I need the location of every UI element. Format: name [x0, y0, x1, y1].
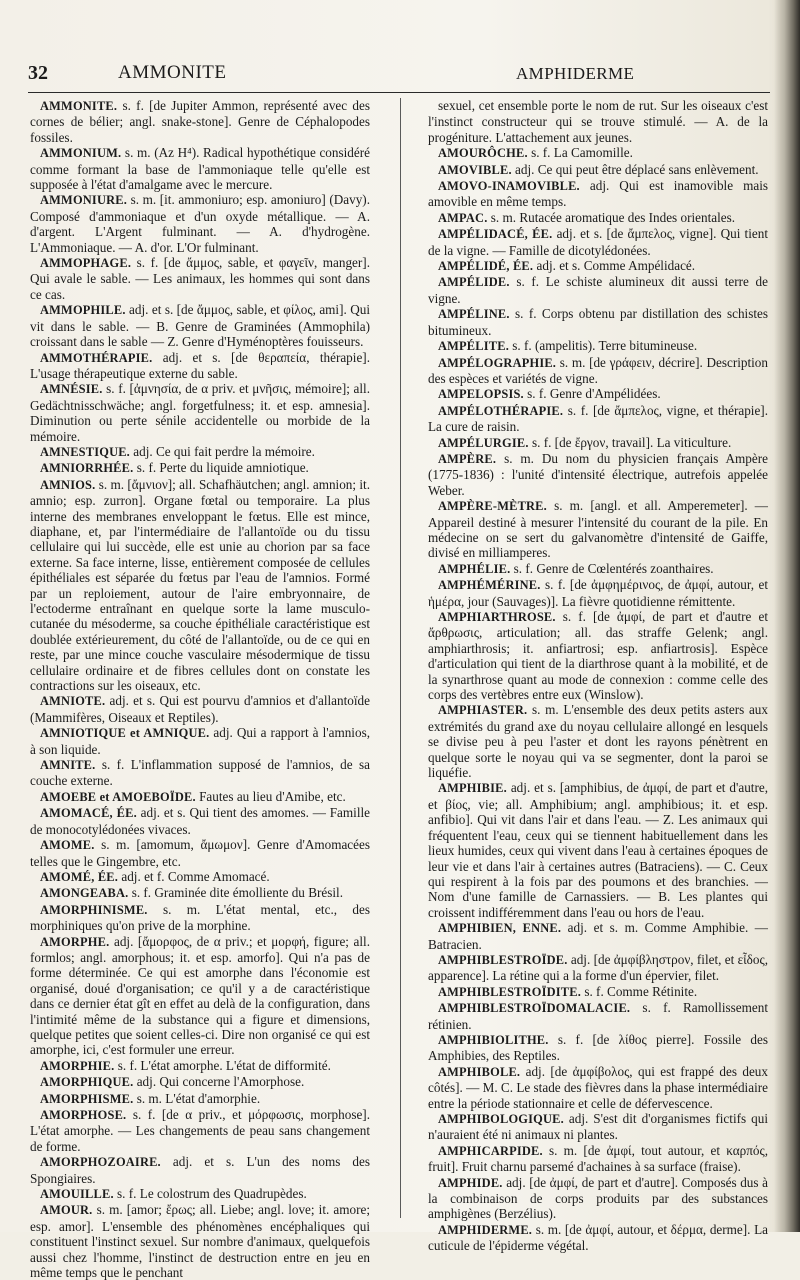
dictionary-entry [428, 702, 768, 780]
page-number: 32 [28, 62, 48, 84]
entry-headword: AMMOPHILE. [40, 303, 126, 318]
running-head-left: AMMONITE [118, 62, 227, 83]
entry-definition: s. f. Genre de Cœlentérés zoanthaires. [510, 560, 714, 576]
dictionary-entry [428, 1064, 768, 1111]
dictionary-entry [428, 98, 768, 145]
dictionary-entry [428, 145, 768, 161]
entry-definition: adj. et s. [de θεραπεία, thérapie]. L'usage thérapeutique externe du sable. [30, 349, 370, 381]
entry-definition: s. f. Le schiste alumineux dit aussi terre de vigne. [428, 274, 768, 306]
entry-headword: AMOVIBLE. [438, 162, 512, 177]
dictionary-entry [428, 386, 768, 402]
entry-definition: adj. Qui a rapport à l'amnios, à son liquide. [30, 725, 370, 757]
dictionary-entry [30, 869, 370, 885]
entry-headword: AMMOTHÉRAPIE. [40, 350, 153, 365]
entry-headword: AMPHIBOLOGIQUE. [438, 1112, 564, 1126]
entry-definition: s. f. (ampelitis). Terre bitumineuse. [509, 338, 698, 354]
entry-headword: AMORPHIQUE. [40, 1075, 134, 1090]
dictionary-entry [428, 338, 768, 354]
dictionary-entry [30, 1202, 370, 1280]
dictionary-entry [30, 302, 370, 349]
dictionary-entry [428, 920, 768, 952]
entry-definition: s. m. (Az H⁴). Radical hypothétique considéré comme formant la base de l'ammoniaque telle qu'elle est supposée à l'état d'amalgame avec le mercure. [30, 145, 370, 193]
entry-definition: s. f. [de ἀμφί, de part et d'autre et ἄρθρωσις, articulation; all. das straffe Gelenk; angl. amphiarthrosis; it. anfiartrosi; esp. anfiartrosis]. Espèce d'articulation qui tient de la diarthrose quant à la mobilité, et de la synarthrose quant au mode de connexion : comme celle des corps des vertèbres entre eux (Winslow). [428, 609, 768, 703]
entry-definition: s. m. [amor; ἔρως; all. Liebe; angl. love; it. amore; esp. amor]. L'ensemble des phénomènes encéphaliques qui constituent l'instinct sexuel. Sur nombre d'animaux, quelquefois aussi chez l'homme, l'instinct de destruction entre en jeu en même temps que le penchant [30, 1202, 370, 1280]
entry-definition: s. f. [de ἀμφημέρινος, de ἀμφί, autour, et ἡμέρα, jour (Sauvages)]. La fièvre quotidienne rémittente. [428, 577, 768, 609]
entry-definition: sexuel, cet ensemble porte le nom de rut. Sur les oiseaux c'est l'instinct constructeur qui se trouve stimulé. — A. de la progéniture. L'attachement aux jeunes. [428, 98, 768, 145]
entry-headword: AMPHIBLESTROÏDITE. [438, 984, 582, 999]
entry-headword: AMORPHOSE. [40, 1108, 127, 1122]
entry-headword: AMPHIBOLE. [438, 1064, 521, 1079]
entry-definition: s. f. [de λίθος pierre]. Fossile des Amphibies, des Reptiles. [428, 1031, 768, 1064]
dictionary-entry [30, 1091, 370, 1107]
entry-definition: adj. et s. Qui est pourvu d'amnios et d'allantoïde (Mammifères, Oiseaux et Reptiles). [30, 693, 370, 725]
entry-definition: s. m. L'ensemble des deux petits asters aux extrémités du grand axe du noyau cellulaire allongé en lesquels se divise peu à peu l'aster et dont les rayons pénètrent en quelque sorte le noyau qui va se segmenter, dont la paroi se liquéfie. [428, 702, 768, 781]
entry-definition: adj. Qui est inamovible mais amovible en même temps. [428, 178, 768, 210]
entry-definition: s. f. L'inflammation supposé de l'amnios, de sa couche externe. [30, 757, 370, 789]
entry-definition: adj. [de ἀμφίβολος, qui est frappé des deux côtés]. — M. C. Le stade des fièvres dans la phase intermédiaire entre la période stationnaire et celle de défervescence. [428, 1063, 768, 1111]
entry-headword: AMPHIASTER. [438, 703, 528, 718]
entry-headword: AMOME. [40, 838, 95, 853]
entry-headword: AMOURÔCHE. [438, 146, 528, 161]
dictionary-entry [30, 1074, 370, 1090]
entry-headword: AMPHIBIE. [438, 781, 507, 796]
entry-definition: adj. [ἄμορφος, de α priv.; et μορφή, figure; all. formlos; angl. amorphous; it. et esp. amorfo]. Qui n'a pas de forme déterminée. Ce qui est amorphe dans l'économie est organisé, doué d'organisation; ce qu'il y a de caractéristique dans ce dernier état gît en effet au delà de la configuration, dans l'intimité même de la substance qui a figure et dimensions, quelque petites que soient celles-ci. Dire non organisé ce qui est amorphe, ici, c'est formuler une erreur. [30, 933, 370, 1058]
entry-headword: AMPHIBLESTROÏDOMALACIE. [438, 1001, 631, 1016]
entry-headword: AMPHIBIOLITHE. [438, 1032, 549, 1047]
entry-definition: s. f. Graminée dite émolliente du Brésil. [128, 885, 343, 901]
entry-headword: AMPÈRE. [438, 451, 497, 466]
entry-headword: AMORPHINISME. [40, 902, 148, 917]
entry-headword: AMPHÉLIE. [438, 561, 511, 576]
entry-headword: AMPHICARPIDE. [438, 1143, 543, 1158]
entry-definition: s. m. L'état mental, etc., des morphiniques qu'on prive de la morphine. [30, 901, 370, 934]
entry-headword: AMPÉLIDACÉ, ÉE. [438, 227, 553, 242]
entry-definition: adj. [de ἀμφί, de part et d'autre]. Composés dus à la combinaison de corps produits par des substances amphigènes (Berzélius). [428, 1174, 768, 1222]
dictionary-entry [30, 885, 370, 901]
dictionary-entry [30, 444, 370, 460]
entry-headword: AMPÉLINE. [438, 307, 510, 322]
entry-definition: adj. et s. [amphibius, de ἀμφί, de part et d'autre, et βίος, vie; all. Amphibium; angl. amphibious; it. et esp. anfibio]. Qui vit dans l'air et dans l'eau. — Z. Les animaux qui fréquentent l'eau, ceux qui se tiennent habituellement dans les lieux humides, ceux qui vivent dans l'eau à certaines époques de leur vie et dans l'air à certaines autres (Batraciens). — C. Ceux qui respirent à la fois par des poumons et des branchies. — Nom d'une famille de Carnassiers. — B. Les plantes qui croissent indifféremment dans l'eau ou hors de l'eau. [428, 780, 768, 920]
entry-headword: AMPAC. [438, 210, 488, 225]
entry-headword: AMOUR. [40, 1203, 93, 1218]
entry-definition: s. m. [de ἀμφί, tout autour, et καρπός, fruit]. Fruit charnu parsemé d'achaines à sa surface (fraise). [428, 1142, 768, 1175]
dictionary-entry [428, 1000, 768, 1032]
entry-headword: AMNESTIQUE. [40, 444, 130, 459]
dictionary-entry [30, 350, 370, 382]
dictionary-entry [30, 1154, 370, 1186]
entry-headword: AMORPHE. [40, 934, 110, 949]
entry-headword: AMPHÉMÉRINE. [438, 578, 541, 593]
entry-headword: AMPHIDE. [438, 1175, 503, 1190]
dictionary-entry [428, 226, 768, 258]
dictionary-entry [428, 355, 768, 387]
dictionary-entry [428, 1175, 768, 1222]
entry-headword: AMPHIARTHROSE. [438, 610, 556, 624]
dictionary-entry [428, 1143, 768, 1175]
entry-headword: AMMONIUM. [40, 146, 122, 161]
left-column [30, 98, 371, 1280]
entry-definition: adj. Qui concerne l'Amorphose. [133, 1074, 305, 1090]
entry-headword: AMNIORRHÉE. [40, 461, 134, 476]
dictionary-entry [30, 805, 370, 837]
right-column [428, 98, 768, 1254]
entry-definition: adj. et s. Qui tient des amomes. — Famille de monocotylédonées vivaces. [30, 805, 371, 837]
entry-definition: s. m. [ἄμνιον]; all. Schafhäutchen; angl. amnion; it. amnio; esp. zurron]. Organe fœtal ou temporaire. La plus interne des membranes enveloppant le fœtus. Elle est mince, diaphane, et, par l'intermédiaire de l'allantoïde ou du tissu cellulaire qui lui succède, elle est unie au chorion par sa face externe. Sa face interne, lisse, entièrement composée de cellules épithéliales est séparée du fœtus par l'eau de l'amnios. Formé par un reploiement, autour de l'aire embryonnaire, de l'ectoderme entraînant en quelque sorte la lame musculo-cutanée du mésoderme, sa couche épithéliale caractéristique est doublée extérieurement, du côté de l'allantoïde, ou de ce qui en reste, par une mince couche vasculaire mésodermique de tissu cellulaire ordinaire et de fibres cellules dont on constate les contractions sur les oiseaux, etc. [30, 476, 370, 694]
entry-headword: AMMOPHAGE. [40, 256, 132, 271]
entry-definition: s. f. Le colostrum des Quadrupèdes. [113, 1186, 307, 1202]
entry-headword: AMPÈRE-MÈTRE. [438, 499, 547, 514]
entry-definition: s. f. Comme Rétinite. [581, 983, 698, 999]
entry-headword: AMPÉLIDE. [438, 275, 510, 290]
dictionary-entry [428, 609, 768, 702]
entry-headword: AMOUILLE. [40, 1187, 114, 1202]
dictionary-entry [428, 1111, 768, 1143]
entry-definition: s. f. [de ἄμπελος, vigne, et thérapie]. La cure de raisin. [428, 402, 768, 435]
dictionary-entry [428, 577, 768, 609]
entry-headword: AMNIOTE. [40, 694, 106, 709]
entry-definition: adj. Ce qui peut être déplacé sans enlèvement. [511, 161, 759, 177]
entry-headword: AMOMÉ, ÉE. [40, 869, 119, 884]
entry-definition: adj. S'est dit d'organismes fictifs qui n'auraient été ni animaux ni plantes. [428, 1111, 768, 1143]
dictionary-entry [428, 984, 768, 1000]
page-header [28, 58, 770, 93]
entry-definition: s. f. [de α priv., et μόρφωσις, morphose]. L'état amorphe. — Les changements de peau sans changement de forme. [30, 1107, 370, 1154]
entry-headword: AMPHIBLESTROÏDE. [438, 952, 568, 967]
dictionary-entry [428, 403, 768, 435]
dictionary-entry [30, 693, 370, 725]
entry-definition: s. m. Rutacée aromatique des Indes orientales. [487, 209, 736, 225]
entry-headword: AMMONIURE. [40, 193, 128, 208]
entry-definition: adj. et f. Comme Amomacé. [118, 868, 270, 884]
entry-headword: AMNIOTIQUE et AMNIQUE. [40, 726, 210, 741]
column-divider [400, 98, 401, 1218]
entry-headword: AMPÉLOGRAPHIE. [438, 355, 557, 370]
dictionary-entry [30, 1186, 370, 1202]
entry-headword: AMPHIBIEN, ENNE. [438, 921, 562, 936]
dictionary-entry [428, 952, 768, 984]
dictionary-entry [30, 255, 370, 302]
dictionary-entry [30, 837, 370, 869]
entry-headword: AMORPHOZOAIRE. [40, 1155, 161, 1170]
entry-definition: s. f. Corps obtenu par distillation des schistes bitumineux. [428, 306, 768, 338]
entry-headword: AMPÉLIDÉ, ÉE. [438, 259, 534, 274]
entry-definition: adj. et s. L'un des noms des Spongiaires. [30, 1154, 370, 1186]
entry-definition: s. f. [ἀμνησία, de α priv. et μνῆσις, mémoire]; all. Gedächtnisschwäche; angl. forgetfulness; it. et esp. amnesia]. Diminution ou perte sénile accidentelle ou morbide de la mémoire. [30, 381, 370, 444]
dictionary-entry [30, 98, 370, 145]
page-edge-shadow [774, 0, 800, 1232]
dictionary-entry [30, 460, 370, 476]
entry-definition: s. m. [de γράφειν, décrire]. Description des espèces et variétés de vigne. [428, 354, 768, 386]
entry-definition: s. f. [de ἄμμος, sable, et φαγεῖν, manger]. Qui avale le sable. — Les animaux, les hommes qui sont dans ce cas. [30, 255, 370, 302]
entry-headword: AMPHIDERME. [438, 1222, 533, 1237]
dictionary-entry [428, 258, 768, 274]
entry-definition: s. f. Genre d'Ampélidées. [523, 386, 661, 402]
entry-headword: AMOMACÉ, ÉE. [40, 806, 137, 821]
entry-definition: s. f. Perte du liquide amniotique. [133, 460, 309, 476]
dictionary-entry [428, 1222, 768, 1254]
entry-headword: AMPÉLITE. [438, 339, 509, 354]
entry-definition: s. f. La Camomille. [527, 145, 633, 161]
entry-headword: AMPELOPSIS. [438, 387, 524, 402]
dictionary-entry [30, 789, 370, 805]
entry-definition: s. f. [de ἔργον, travail]. La viticulture. [528, 434, 732, 450]
entry-headword: AMMONITE. [40, 99, 118, 113]
dictionary-entry [428, 498, 768, 561]
dictionary-entry [428, 1032, 768, 1064]
dictionary-entry [30, 1107, 370, 1154]
entry-definition: s. m. L'état d'amorphie. [133, 1090, 261, 1106]
dictionary-entry [428, 306, 768, 338]
entry-definition: adj. et s. m. Comme Amphibie. — Batracien. [428, 920, 768, 952]
dictionary-entry [428, 451, 768, 498]
dictionary-entry [30, 757, 370, 789]
entry-headword: AMORPHIE. [40, 1058, 115, 1073]
entry-definition: adj. [de ἀμφίβληστρον, filet, et εἶδος, apparence]. La rétine qui a la forme d'un épervier, filet. [428, 951, 768, 984]
entry-headword: AMOVO-INAMOVIBLE. [438, 179, 580, 194]
dictionary-entry [428, 561, 768, 577]
dictionary-entry [30, 381, 370, 444]
entry-headword: AMORPHISME. [40, 1091, 134, 1106]
entry-definition: adj. et s. [de ἄμμος, sable, et φίλος, ami]. Qui vit dans le sable. — B. Genre de Graminées (Ammophila) croissant dans le sable — Z. Genre d'Hyménoptères fouisseurs. [30, 302, 370, 350]
entry-definition: s. m. [amomum, ἄμωμον]. Genre d'Amomacées telles que le Gingembre, etc. [30, 837, 370, 869]
entry-definition: s. m. Du nom du physicien français Ampère (1775-1836) : l'unité d'intensité électrique, autrefois appelée Weber. [428, 450, 768, 498]
dictionary-entry [428, 435, 768, 451]
entry-definition: s. f. [de Jupiter Ammon, représenté avec des cornes de bélier; angl. snake-stone]. Genre de Céphalopodes fossiles. [30, 98, 370, 145]
dictionary-entry [30, 1058, 370, 1074]
entry-definition: adj. et s. [de ἄμπελος, vigne]. Qui tient de la vigne. — Famille de dicotylédonées. [428, 226, 768, 258]
dictionary-entry [30, 934, 370, 1058]
entry-definition: s. f. L'état amorphe. L'état de difformité. [114, 1057, 331, 1073]
entry-definition: s. f. Ramollissement rétinien. [428, 1000, 768, 1032]
entry-headword: AMPÉLURGIE. [438, 435, 529, 450]
entry-definition: s. m. [angl. et all. Amperemeter]. — Appareil destiné à mesurer l'intensité du courant de la pile. En médecine on se sert du galvanomètre d'intensité de Gaiffe, divisé en milliamperes. [428, 498, 768, 561]
entry-headword: AMNIOS. [40, 477, 96, 492]
dictionary-entry [30, 192, 370, 255]
entry-definition: adj. Ce qui fait perdre la mémoire. [129, 443, 315, 459]
dictionary-entry [428, 780, 768, 920]
entry-headword: AMNÉSIE. [40, 382, 103, 397]
running-head-right: AMPHIDERME [516, 64, 635, 83]
dictionary-entry [428, 178, 768, 210]
entry-definition: s. m. [it. ammoniuro; esp. amoniuro] (Davy). Composé d'ammoniaque et d'un oxyde métallique. — A. d'argent. L'Argent fulminant. — A. d'hydrogène. L'Ammoniaque. — A. d'or. L'Or fulminant. [30, 192, 370, 255]
entry-headword: AMNITE. [40, 758, 96, 773]
entry-headword: AMOEBE et AMOEBOÏDE. [40, 789, 196, 804]
entry-definition: Fautes au lieu d'Amibe, etc. [195, 788, 346, 804]
entry-headword: AMONGEABA. [40, 886, 129, 901]
dictionary-entry [428, 210, 768, 226]
dictionary-entry [30, 145, 370, 192]
dictionary-entry [30, 477, 370, 694]
entry-definition: s. m. [de ἀμφί, autour, et δέρμα, derme]. La cuticule de l'épiderme végétal. [428, 1221, 768, 1254]
dictionary-entry [428, 274, 768, 306]
dictionary-entry [428, 162, 768, 178]
dictionary-entry [30, 902, 370, 934]
entry-headword: AMPÉLOTHÉRAPIE. [438, 403, 564, 418]
dictionary-entry [30, 725, 370, 757]
entry-definition: adj. et s. Comme Ampélidacé. [533, 258, 696, 274]
